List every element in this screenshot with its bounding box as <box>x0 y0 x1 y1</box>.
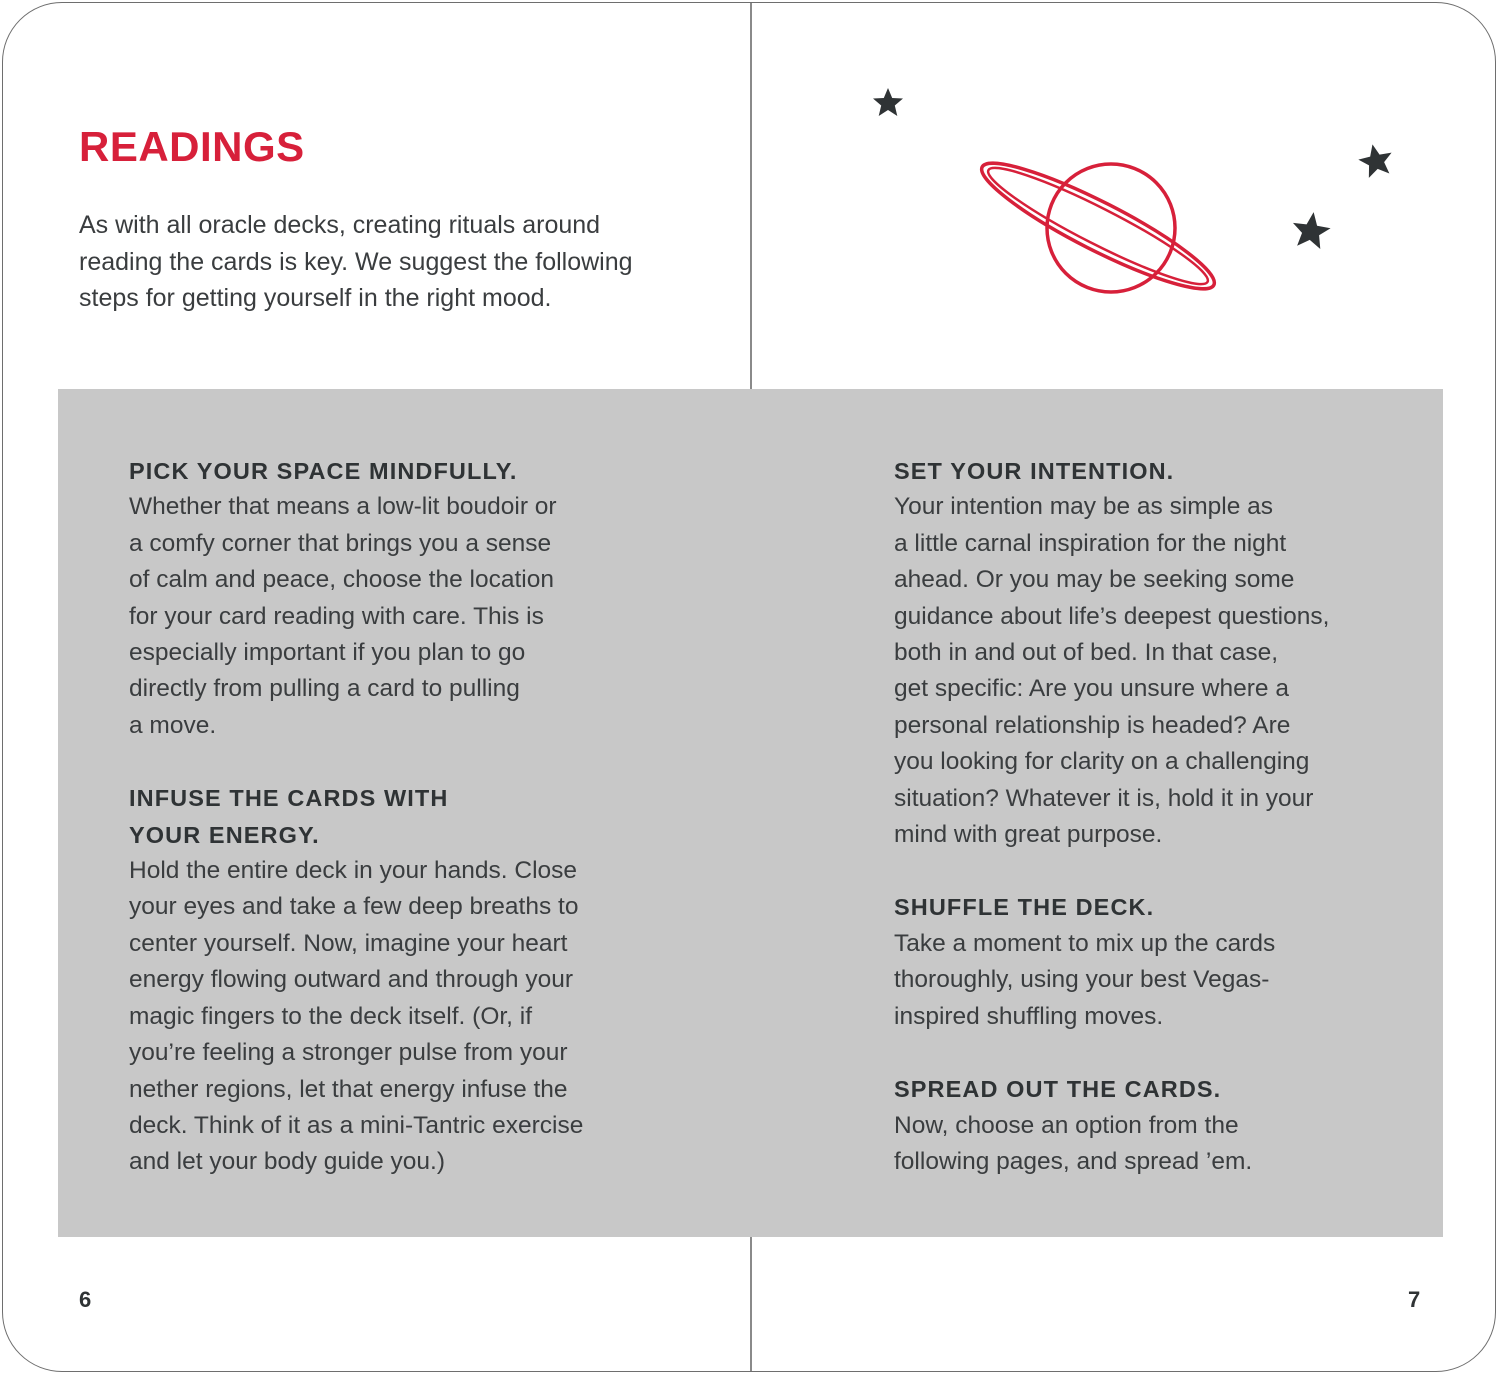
step-section <box>894 453 1454 853</box>
planet-icon <box>971 146 1224 307</box>
planet-illustration <box>853 73 1413 323</box>
step-heading: SHUFFLE THE DECK. <box>894 894 1155 921</box>
step-heading: INFUSE THE CARDS WITH <box>129 785 449 812</box>
step-section <box>129 780 729 1180</box>
step-body-line: deck. Think of it as a mini-Tantric exercise <box>129 1111 584 1139</box>
step-body-line: for your card reading with care. This is <box>129 602 544 630</box>
page-number-right: 7 <box>1408 1287 1421 1312</box>
step-body-line: magic fingers to the deck itself. (Or, if <box>129 1002 533 1030</box>
step-body-line: center yourself. Now, imagine your heart <box>129 929 568 957</box>
step-body-line: guidance about life’s deepest questions, <box>894 602 1330 630</box>
step-body-line: nether regions, let that energy infuse the <box>129 1075 568 1103</box>
step-body-line: directly from pulling a card to pulling <box>129 675 520 703</box>
star-icon <box>873 88 903 116</box>
step-body-line: both in and out of bed. In that case, <box>894 639 1279 667</box>
step-body-line: and let your body guide you.) <box>129 1148 445 1176</box>
step-body-line: personal relationship is headed? Are <box>894 711 1291 739</box>
steps-column-right <box>894 453 1454 1216</box>
step-heading: YOUR ENERGY. <box>129 821 320 848</box>
step-body-line: thoroughly, using your best Vegas- <box>894 966 1270 994</box>
step-section <box>894 1071 1454 1180</box>
step-body-line: of calm and peace, choose the location <box>129 566 554 594</box>
star-icon <box>1356 141 1396 179</box>
step-section <box>894 889 1454 1035</box>
step-body-line: get specific: Are you unsure where a <box>894 675 1289 703</box>
step-body-line: a little carnal inspiration for the night <box>894 529 1287 557</box>
step-body-line: situation? Whatever it is, hold it in your <box>894 784 1314 812</box>
step-body-line: energy flowing outward and through your <box>129 966 574 994</box>
step-body-line: you’re feeling a stronger pulse from your <box>129 1039 568 1067</box>
intro-paragraph: As with all oracle decks, creating rituals around reading the cards is key. We suggest the following steps for getting yourself in the right mood. <box>79 211 633 312</box>
step-body-line: ahead. Or you may be seeking some <box>894 566 1295 594</box>
step-body-line: inspired shuffling moves. <box>894 1002 1164 1030</box>
step-body-line: you looking for clarity on a challenging <box>894 748 1310 776</box>
step-body-line: Whether that means a low-lit boudoir or <box>129 493 557 521</box>
step-body-line: Take a moment to mix up the cards <box>894 929 1276 957</box>
step-heading: SPREAD OUT THE CARDS. <box>894 1076 1222 1103</box>
step-body-line: Now, choose an option from the <box>894 1111 1239 1139</box>
step-body-line: a comfy corner that brings you a sense <box>129 529 552 557</box>
step-body-line: your eyes and take a few deep breaths to <box>129 893 579 921</box>
step-body-line: especially important if you plan to go <box>129 639 526 667</box>
step-body-line: Your intention may be as simple as <box>894 493 1274 521</box>
step-body-line: a move. <box>129 711 217 739</box>
book-spread <box>2 2 1496 1372</box>
step-section <box>129 453 729 744</box>
step-body-line: mind with great purpose. <box>894 821 1163 849</box>
step-body-line: following pages, and spread ’em. <box>894 1147 1253 1175</box>
steps-column-left <box>129 453 729 1217</box>
page-title: READINGS <box>79 123 305 170</box>
step-heading: SET YOUR INTENTION. <box>894 458 1175 484</box>
star-icon <box>1290 210 1333 250</box>
step-heading: PICK YOUR SPACE MINDFULLY. <box>129 458 518 484</box>
page-number-left: 6 <box>79 1287 92 1312</box>
step-body-line: Hold the entire deck in your hands. Close <box>129 857 578 885</box>
